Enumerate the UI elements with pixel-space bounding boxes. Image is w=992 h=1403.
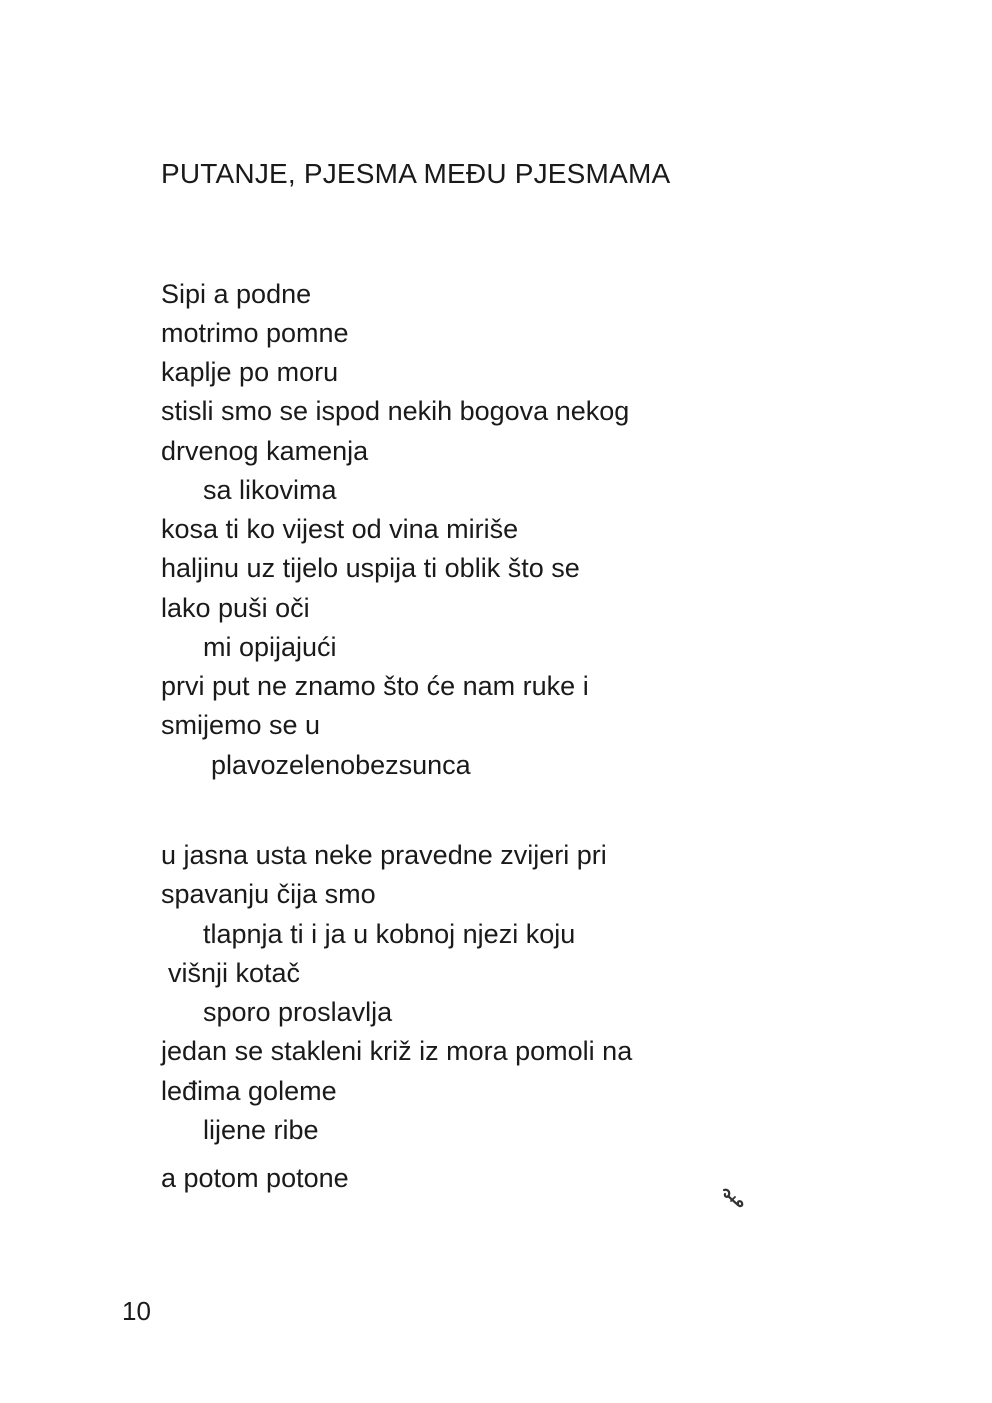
- poem-line: smijemo se u: [161, 710, 321, 740]
- poem-line: spavanju čija smo: [161, 879, 376, 909]
- poem-line: u jasna usta neke pravedne zvijeri pri: [161, 840, 607, 870]
- poem-line: mi opijajući: [203, 632, 337, 662]
- poem-line: lijene ribe: [203, 1115, 319, 1145]
- poem-line: leđima goleme: [161, 1076, 337, 1106]
- poem-title: PUTANJE, PJESMA MEĐU PJESMAMA: [161, 158, 671, 189]
- poem-line: haljinu uz tijelo uspija ti oblik što se: [161, 553, 580, 583]
- poem-line: motrimo pomne: [161, 318, 349, 348]
- poem-line: a potom potone: [161, 1163, 349, 1193]
- poem-line: sa likovima: [203, 475, 337, 505]
- poem-line: lako puši oči: [161, 593, 310, 623]
- end-of-poem-ornament-icon: [718, 1185, 748, 1215]
- page-number: 10: [122, 1296, 151, 1326]
- poem-line: Sipi a podne: [161, 279, 312, 309]
- poem-line: višnji kotač: [168, 958, 301, 988]
- poem-line: prvi put ne znamo što će nam ruke i: [161, 671, 589, 701]
- poem-line: plavozelenobezsunca: [211, 750, 471, 780]
- poem-line: kosa ti ko vijest od vina miriše: [161, 514, 519, 544]
- poem-line: jedan se stakleni križ iz mora pomoli na: [161, 1036, 633, 1066]
- poem-line: tlapnja ti i ja u kobnoj njezi koju: [203, 919, 576, 949]
- poem-line: kaplje po moru: [161, 357, 339, 387]
- poem-line: stisli smo se ispod nekih bogova nekog: [161, 396, 630, 426]
- poem-line: drvenog kamenja: [161, 436, 369, 466]
- poem-line: sporo proslavlja: [203, 997, 393, 1027]
